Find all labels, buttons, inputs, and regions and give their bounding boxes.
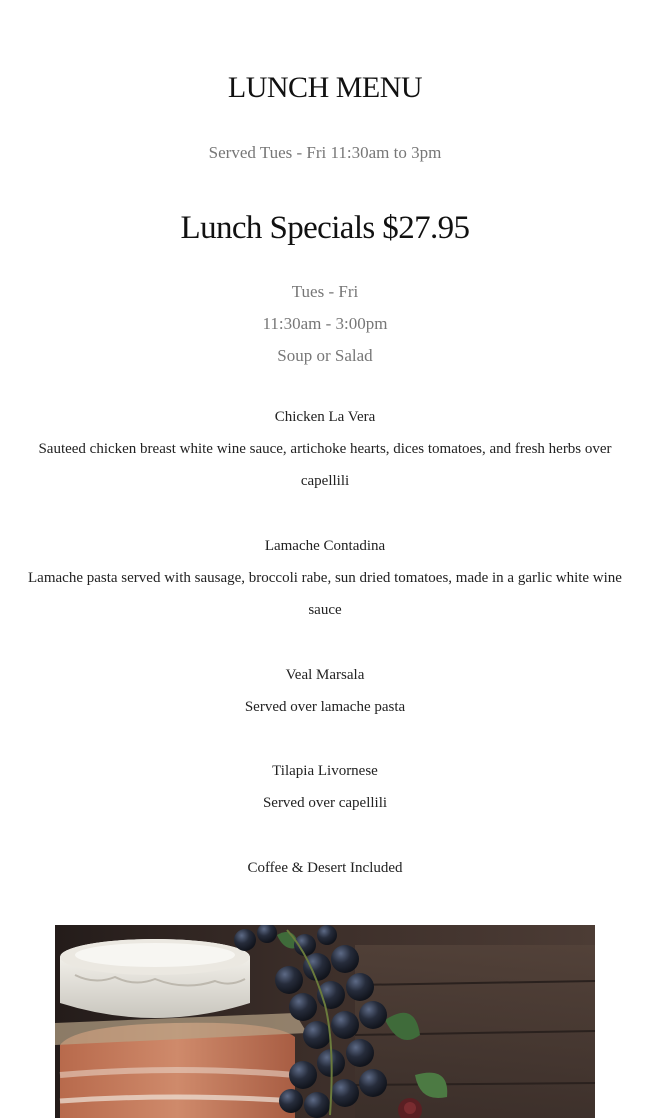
menu-item-name: Lamache Contadina bbox=[264, 538, 386, 554]
menu-item-name: Tilapia Livornese bbox=[272, 763, 378, 779]
menu-item-description: Served over capellili bbox=[262, 795, 388, 811]
served-hours-text: Served Tues - Fri 11:30am to 3pm bbox=[208, 143, 442, 162]
cheese-grapes-photo bbox=[55, 925, 595, 1118]
specials-hours: 11:30am - 3:00pm bbox=[262, 314, 388, 333]
photo-illustration bbox=[55, 925, 595, 1118]
specials-title: Lunch Specials $27.95 bbox=[180, 210, 470, 246]
specials-days: Tues - Fri bbox=[291, 282, 359, 301]
menu-item-name: Chicken La Vera bbox=[274, 409, 376, 425]
menu-item-name: Veal Marsala bbox=[285, 667, 365, 683]
specials-starter: Soup or Salad bbox=[277, 346, 373, 365]
menu-item-description: Sauteed chicken breast white wine sauce, artichoke hearts, dices tomatoes, and fresh herbs over capellili bbox=[38, 441, 612, 489]
menu-item-description: Served over lamache pasta bbox=[244, 699, 406, 715]
included-note: Coffee & Desert Included bbox=[247, 860, 403, 876]
page-title: LUNCH MENU bbox=[227, 71, 423, 104]
menu-item-description: Lamache pasta served with sausage, broccoli rabe, sun dried tomatoes, made in a garlic white wine sauce bbox=[28, 570, 622, 618]
